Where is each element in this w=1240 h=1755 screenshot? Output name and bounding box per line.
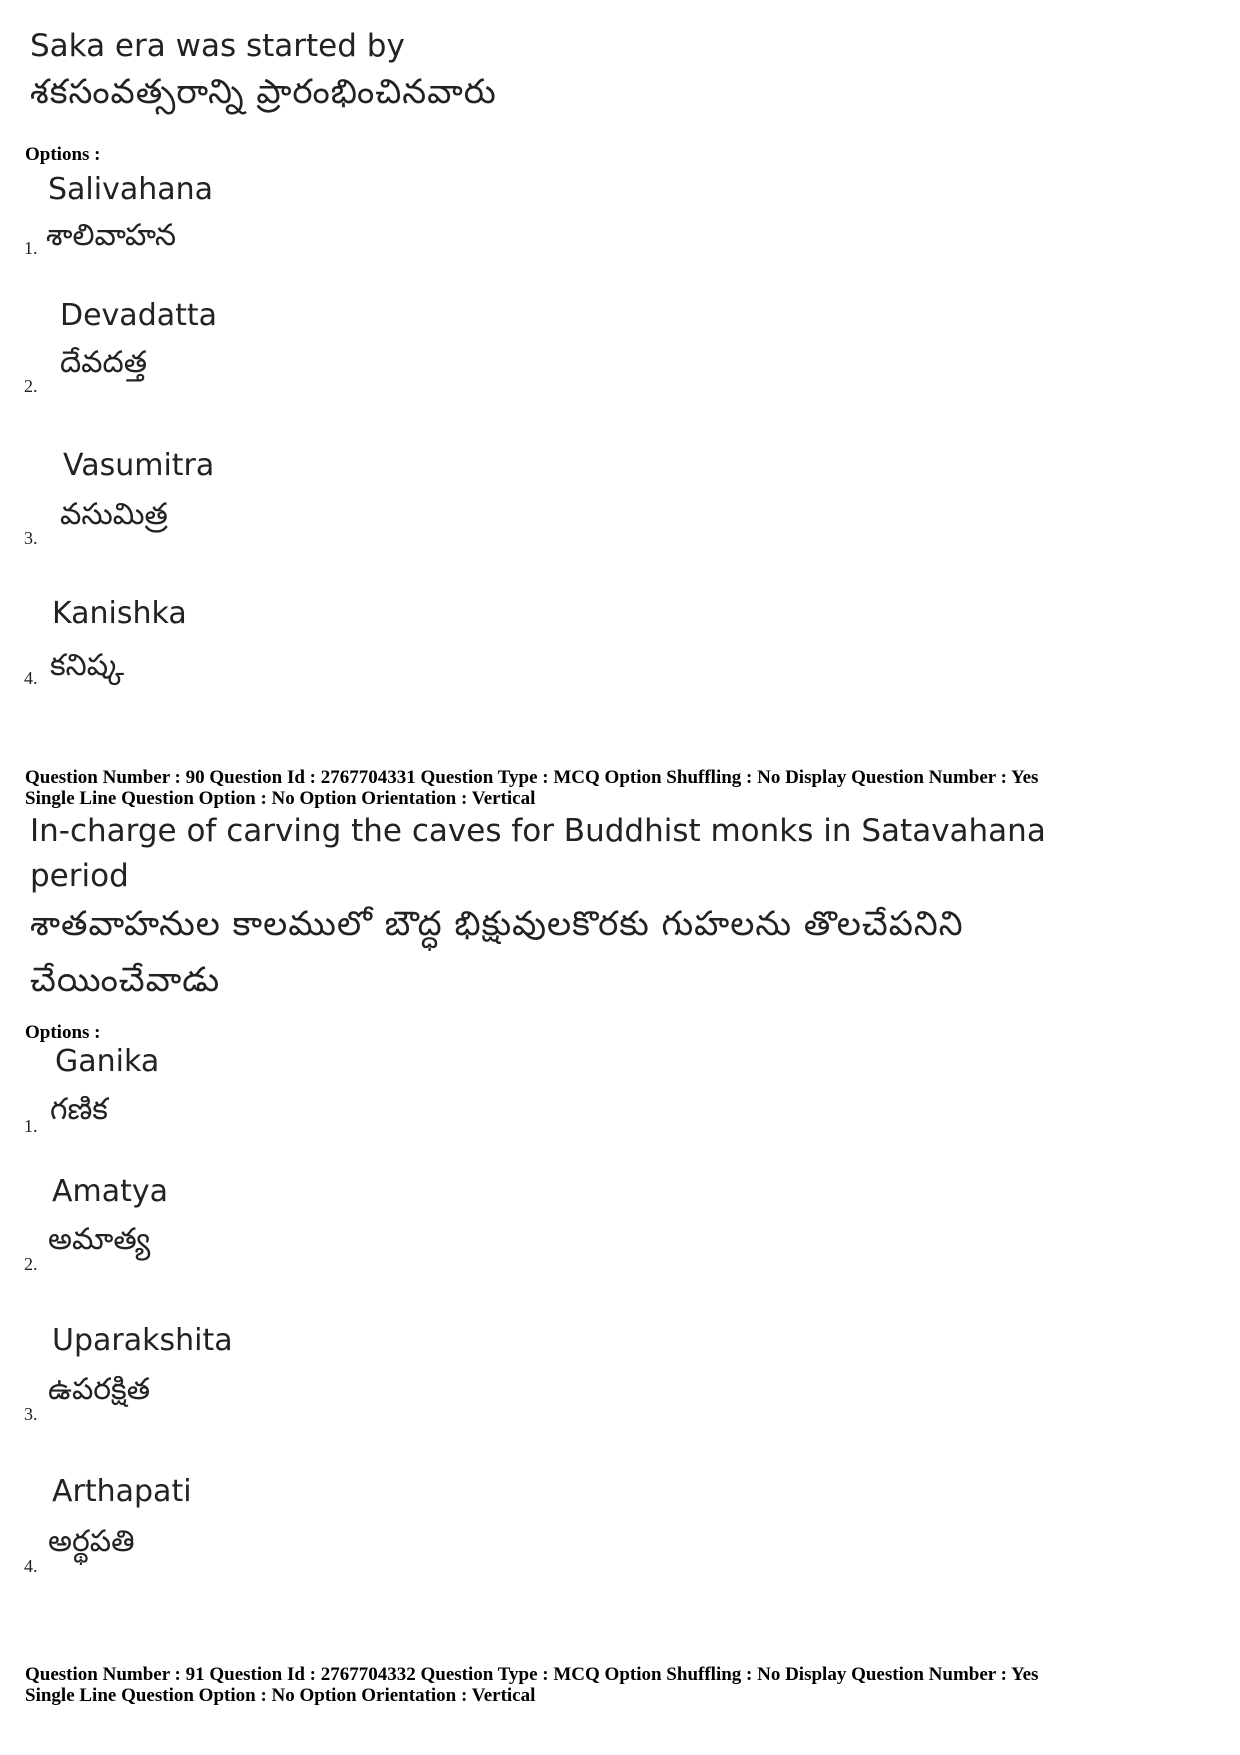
q90-meta-line-1: Question Number : 90 Question Id : 2767704331 Question Type : MCQ Option Shuffling : No Display Question Number : Yes [25,767,1039,788]
q90-option-2-telugu: అమాత్య [48,1222,151,1257]
q90-option-3-english: Uparakshita [52,1323,233,1358]
q90-option-2-english: Amatya [52,1174,169,1209]
q89-option-4-number: 4. [24,668,38,688]
q90-option-4-telugu: అర్థపతి [48,1524,135,1559]
q89-options-label: Options : [25,144,101,165]
q90-options-label: Options : [25,1022,101,1043]
q89-option-1-english: Salivahana [48,172,214,207]
q90-question-telugu-line-1: శాతవాహనుల కాలములో బౌద్ధ భిక్షువులకొరకు గుహలను తొలచేపనిని [30,904,964,944]
q90-question-telugu-line-2: చేయించేవాడు [30,960,221,1000]
q91-meta-line-2: Single Line Question Option : No Option Orientation : Vertical [25,1685,536,1706]
q90-option-3-number: 3. [24,1404,38,1424]
q89-option-3-english: Vasumitra [63,448,215,483]
q89-option-2-english: Devadatta [60,298,218,333]
q89-option-4-telugu: కనిష్క [50,648,125,683]
q90-question-english-line-2: period [30,858,129,894]
q91-meta-line-1: Question Number : 91 Question Id : 2767704332 Question Type : MCQ Option Shuffling : No Display Question Number : Yes [25,1664,1039,1685]
q90-meta-line-2: Single Line Question Option : No Option Orientation : Vertical [25,788,536,809]
q89-question-english: Saka era was started by [30,28,405,64]
q89-option-3-telugu: వసుమిత్ర [60,497,168,532]
q90-option-4-number: 4. [24,1556,38,1576]
q90-question-english-line-1: In-charge of carving the caves for Buddhist monks in Satavahana [30,813,1046,849]
q90-option-3-telugu: ఉపరక్షిత [48,1372,151,1407]
q89-question-telugu: శకసంవత్సరాన్ని ప్రారంభించినవారు [30,72,497,112]
q90-option-1-telugu: గణిక [50,1092,108,1127]
q89-option-4-english: Kanishka [52,596,187,631]
q89-option-3-number: 3. [24,528,38,548]
q90-option-1-english: Ganika [55,1044,160,1079]
q89-option-1-telugu: శాలివాహన [46,218,177,253]
q89-option-2-number: 2. [24,376,38,396]
q89-option-2-telugu: దేవదత్త [60,345,148,380]
q90-option-2-number: 2. [24,1254,38,1274]
q90-option-4-english: Arthapati [52,1474,192,1509]
q89-option-1-number: 1. [24,238,38,258]
q90-option-1-number: 1. [24,1116,38,1136]
